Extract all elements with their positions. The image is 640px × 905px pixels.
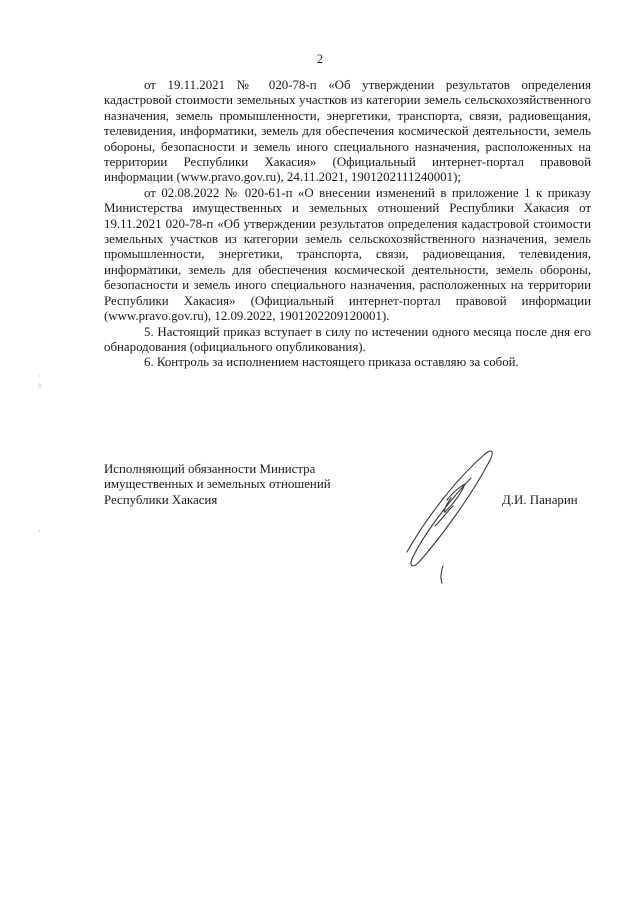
margin-scan-mark: ·	[38, 527, 41, 536]
paragraph-order-2022: от 02.08.2022 № 020-61-п «О внесении изменений в приложение 1 к приказу Министерства имущественных и земельных отношений Республики Хакасия от 19.11.2021 020-78-п «Об утверждении результатов определения кадастровой стоимости земельных участков из категории земель сельскохозяйственного назначения, земель промышленности, энергетики, транспорта, связи, радиовещания, телевидения, информатики, земель для обеспечения космической деятельности, земель обороны, безопасности и земель иного специального назначения, расположенных на территории Республики Хакасия» (Официальный интернет-портал правовой информации (www.pravo.gov.ru), 12.09.2022, 1901202209120001).	[104, 185, 591, 324]
page-number: 2	[316, 52, 324, 66]
margin-scan-mark: ^	[38, 382, 42, 391]
paragraph-effective-date: 5. Настоящий приказ вступает в силу по истечении одного месяца после дня его обнародования (официального опубликования).	[104, 324, 591, 354]
paragraph-order-2021: от 19.11.2021 № 020-78-п «Об утверждении результатов определения кадастровой стоимости земельных участков из категории земель сельскохозяйственного назначения, земель промышленности, энергетики, транспорта, связи, радиовещания, телевидения, информатики, земель для обеспечения космической деятельности, земель обороны, безопасности и земель иного специального назначения, расположенных на территории Республики Хакасия» (Официальный интернет-портал правовой информации (www.pravo.gov.ru), 24.11.2021, 1901202111240001);	[104, 78, 591, 185]
signer-name: Д.И. Панарин	[502, 493, 578, 507]
signer-title-line: Исполняющий обязанности Министра	[104, 462, 316, 476]
handwritten-signature	[395, 440, 505, 590]
signer-title	[104, 462, 404, 508]
margin-scan-mark: ·	[38, 372, 41, 381]
paragraph-control: 6. Контроль за исполнением настоящего приказа оставляю за собой.	[144, 355, 519, 370]
signer-title-line: имущественных и земельных отношений	[104, 477, 331, 492]
document-body	[104, 78, 591, 371]
signer-title-line: Республики Хакасия	[104, 492, 218, 507]
